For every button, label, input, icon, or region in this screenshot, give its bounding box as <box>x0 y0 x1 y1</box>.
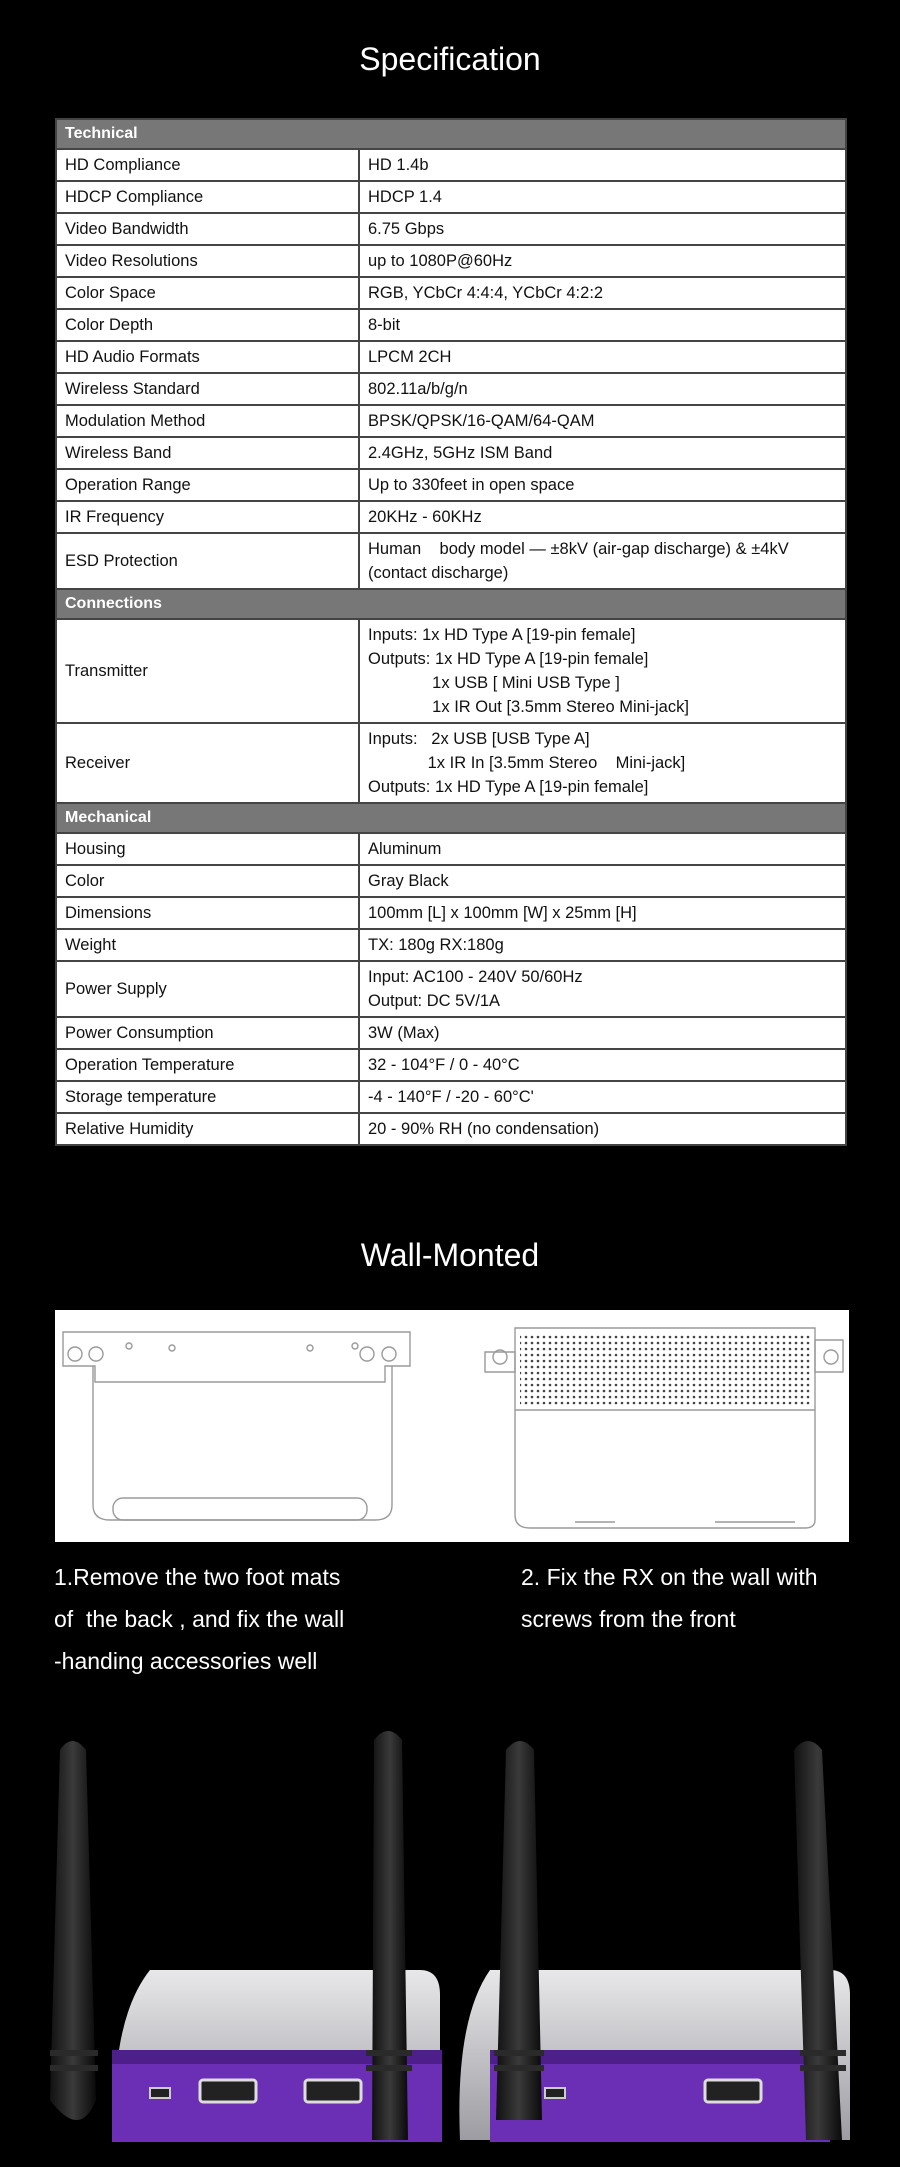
spec-value <box>359 437 846 469</box>
table-row <box>56 213 846 245</box>
transmitter-photo <box>0 1720 450 2162</box>
hdmi-port-icon <box>305 2080 361 2102</box>
spec-value <box>359 533 846 589</box>
spec-value <box>359 277 846 309</box>
left-device-body <box>93 1366 392 1520</box>
spec-value <box>359 1081 846 1113</box>
spec-label: Power Supply <box>56 961 359 1017</box>
spec-value-line: Gray Black <box>368 872 449 890</box>
section-header-row <box>56 803 846 833</box>
spec-value-line: -4 - 140°F / -20 - 60°C' <box>368 1088 534 1106</box>
spec-label: Wireless Band <box>56 437 359 469</box>
spec-value <box>359 1049 846 1081</box>
spec-value-line: Outputs: 1x HD Type A [19-pin female] <box>368 650 649 668</box>
table-row <box>56 619 846 723</box>
spec-value <box>359 619 846 723</box>
table-row <box>56 1081 846 1113</box>
spec-value <box>359 929 846 961</box>
spec-value-line: 32 - 104°F / 0 - 40°C <box>368 1056 520 1074</box>
table-row <box>56 437 846 469</box>
spec-value-line: Outputs: 1x HD Type A [19-pin female] <box>368 778 649 796</box>
spec-value-line: HDCP 1.4 <box>368 188 442 206</box>
spec-label: Power Consumption <box>56 1017 359 1049</box>
spec-value <box>359 897 846 929</box>
spec-value-line: (contact discharge) <box>368 564 509 582</box>
spec-label: Receiver <box>56 723 359 803</box>
table-row <box>56 373 846 405</box>
antenna-left <box>50 1741 98 2120</box>
table-row <box>56 469 846 501</box>
section-header: Connections <box>56 589 846 619</box>
table-row <box>56 929 846 961</box>
table-row <box>56 1113 846 1145</box>
section-header: Mechanical <box>56 803 846 833</box>
spec-value-line: 2.4GHz, 5GHz ISM Band <box>368 444 553 462</box>
spec-value-line: 20KHz - 60KHz <box>368 508 482 526</box>
spec-label: Color <box>56 865 359 897</box>
table-row <box>56 309 846 341</box>
step1-line: 1.Remove the two foot mats <box>54 1564 341 1590</box>
table-row <box>56 341 846 373</box>
table-row <box>56 405 846 437</box>
specification-table <box>55 118 847 1146</box>
antenna-right <box>366 1731 412 2140</box>
spec-value-line: Human body model — ±8kV (air-gap discharge) & ±4kV <box>368 540 789 558</box>
spec-value <box>359 181 846 213</box>
spec-value-line: Inputs: 1x HD Type A [19-pin female] <box>368 626 636 644</box>
spec-value-line: 20 - 90% RH (no condensation) <box>368 1120 600 1138</box>
table-row <box>56 277 846 309</box>
spec-value-line: 802.11a/b/g/n <box>368 380 468 398</box>
spec-value <box>359 501 846 533</box>
right-device-vent-grid <box>520 1333 810 1405</box>
spec-value-line: RGB, YCbCr 4:4:4, YCbCr 4:2:2 <box>368 284 604 302</box>
left-bracket-outline <box>63 1332 410 1382</box>
spec-label: IR Frequency <box>56 501 359 533</box>
spec-value-line: BPSK/QPSK/16-QAM/64-QAM <box>368 412 595 430</box>
wall-mount-diagram <box>55 1310 849 1542</box>
spec-value <box>359 341 846 373</box>
hdmi-port-icon <box>200 2080 256 2102</box>
step1-line: of the back , and fix the wall <box>54 1606 345 1632</box>
spec-value <box>359 245 846 277</box>
spec-value <box>359 149 846 181</box>
spec-value <box>359 1113 846 1145</box>
spec-value <box>359 405 846 437</box>
spec-label: Operation Temperature <box>56 1049 359 1081</box>
spec-value <box>359 723 846 803</box>
wall-mount-step-2 <box>521 1556 881 1640</box>
spec-label: Video Resolutions <box>56 245 359 277</box>
table-row <box>56 501 846 533</box>
table-row <box>56 149 846 181</box>
spec-value <box>359 309 846 341</box>
wall-mounted-title: Wall-Monted <box>360 1237 540 1273</box>
table-row <box>56 961 846 1017</box>
table-row <box>56 1049 846 1081</box>
spec-label: Dimensions <box>56 897 359 929</box>
spec-label: Storage temperature <box>56 1081 359 1113</box>
antenna-left <box>494 1741 544 2120</box>
section-header: Technical <box>56 119 846 149</box>
usb-port-icon <box>150 2088 170 2098</box>
spec-value-line: TX: 180g RX:180g <box>368 936 504 954</box>
spec-value-line: 6.75 Gbps <box>368 220 445 238</box>
spec-value-line: 1x IR Out [3.5mm Stereo Mini-jack] <box>368 698 689 716</box>
section-header-row <box>56 589 846 619</box>
spec-label: HD Audio Formats <box>56 341 359 373</box>
spec-label: Relative Humidity <box>56 1113 359 1145</box>
spec-label: ESD Protection <box>56 533 359 589</box>
spec-value-line: 100mm [L] x 100mm [W] x 25mm [H] <box>368 904 637 922</box>
table-row <box>56 897 846 929</box>
spec-value <box>359 469 846 501</box>
spec-value-line: 8-bit <box>368 316 401 334</box>
table-row <box>56 533 846 589</box>
spec-label: Color Space <box>56 277 359 309</box>
spec-value-line: 3W (Max) <box>368 1024 440 1042</box>
spec-value <box>359 961 846 1017</box>
section-header-row <box>56 119 846 149</box>
spec-value <box>359 833 846 865</box>
spec-value-line: 1x USB [ Mini USB Type ] <box>368 674 620 692</box>
hdmi-port-icon <box>705 2080 761 2102</box>
step2-line: screws from the front <box>521 1606 736 1632</box>
spec-label: Wireless Standard <box>56 373 359 405</box>
usb-port-icon <box>545 2088 565 2098</box>
table-row <box>56 833 846 865</box>
spec-label: Color Depth <box>56 309 359 341</box>
spec-label: Operation Range <box>56 469 359 501</box>
table-row <box>56 723 846 803</box>
spec-value-line: LPCM 2CH <box>368 348 452 366</box>
table-row <box>56 1017 846 1049</box>
spec-label: Modulation Method <box>56 405 359 437</box>
spec-value <box>359 1017 846 1049</box>
spec-label: Transmitter <box>56 619 359 723</box>
spec-label: Housing <box>56 833 359 865</box>
wall-mount-line-drawing <box>55 1310 849 1542</box>
spec-value-line: HD 1.4b <box>368 156 429 174</box>
spec-value-line: Inputs: 2x USB [USB Type A] <box>368 730 590 748</box>
spec-value-line: Input: AC100 - 240V 50/60Hz <box>368 968 583 986</box>
spec-value-line: Aluminum <box>368 840 442 858</box>
spec-value <box>359 213 846 245</box>
step2-line: 2. Fix the RX on the wall with <box>521 1564 818 1590</box>
spec-label: Weight <box>56 929 359 961</box>
table-row <box>56 245 846 277</box>
wall-mount-step-1 <box>54 1556 474 1682</box>
receiver-photo <box>450 1720 900 2162</box>
spec-label: HDCP Compliance <box>56 181 359 213</box>
spec-value-line: Up to 330feet in open space <box>368 476 575 494</box>
spec-value-line: 1x IR In [3.5mm Stereo Mini-jack] <box>368 754 686 772</box>
specification-title: Specification <box>359 41 541 77</box>
spec-label: HD Compliance <box>56 149 359 181</box>
spec-value <box>359 373 846 405</box>
table-row <box>56 865 846 897</box>
step1-line: -handing accessories well <box>54 1648 318 1674</box>
spec-value <box>359 865 846 897</box>
spec-label: Video Bandwidth <box>56 213 359 245</box>
spec-value-line: up to 1080P@60Hz <box>368 252 513 270</box>
spec-value-line: Output: DC 5V/1A <box>368 992 501 1010</box>
table-row <box>56 181 846 213</box>
